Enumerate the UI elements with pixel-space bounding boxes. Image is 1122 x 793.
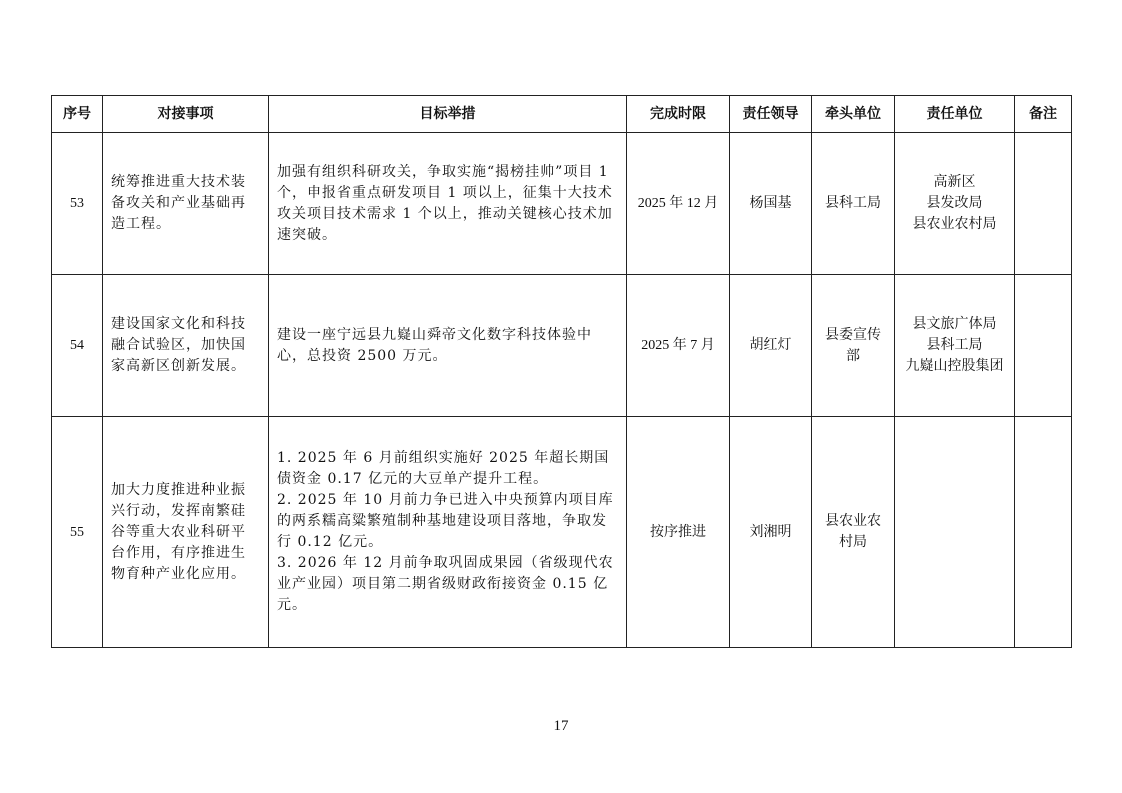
header-cell-leader: 责任领导 [730,96,812,133]
row-number: 54 [52,275,103,417]
resp-unit: 县文旅广体局 [912,316,997,332]
task-item: 加大力度推进种业振兴行动，发挥南繁硅谷等重大农业科研平台作用，有序推进生物育种产业化应用。 [103,417,269,648]
lead-unit: 县科工局 [812,133,895,275]
task-item: 建设国家文化和科技融合试验区，加快国家高新区创新发展。 [103,275,269,417]
resp-units [895,275,1015,417]
header-cell-measures: 目标举措 [269,96,627,133]
table-row [52,133,1072,275]
resp-unit: 高新区 [933,174,976,190]
leader: 杨国基 [730,133,812,275]
remarks [1015,275,1072,417]
deadline: 按序推进 [627,417,730,648]
resp-unit: 县农业农村局 [912,216,997,232]
row-number: 53 [52,133,103,275]
deadline: 2025 年 7 月 [627,275,730,417]
page-number: 17 [553,718,569,734]
header-cell-deadline: 完成时限 [627,96,730,133]
resp-units [895,133,1015,275]
remarks [1015,417,1072,648]
task-measures [269,133,627,275]
resp-unit: 县发改局 [926,195,983,211]
resp-units [895,417,1015,648]
task-table [51,95,1072,648]
header-cell-item: 对接事项 [103,96,269,133]
task-measures [269,417,627,648]
header-cell-remarks: 备注 [1015,96,1072,133]
remarks [1015,133,1072,275]
header-cell-lead-unit: 牵头单位 [812,96,895,133]
table-row [52,417,1072,648]
header-cell-resp-units: 责任单位 [895,96,1015,133]
lead-unit: 县农业农村局 [812,417,895,648]
resp-unit: 九嶷山控股集团 [905,358,1004,374]
lead-unit: 县委宣传部 [812,275,895,417]
measure-line: 1. 2025 年 6 月前组织实施好 2025 年超长期国债资金 0.17 亿元的大豆单产提升工程。 [277,450,610,487]
measure-line: 2. 2025 年 10 月前力争已进入中央预算内项目库的两系糯高粱繁殖制种基地建设项目落地，争取发行 0.12 亿元。 [277,492,614,550]
leader: 胡红灯 [730,275,812,417]
header-row [52,96,1072,133]
resp-unit: 县科工局 [926,337,983,353]
table-row [52,275,1072,417]
measure-line: 加强有组织科研攻关，争取实施“揭榜挂帅”项目 1 个，申报省重点研发项目 1 项以上，征集十大技术攻关项目技术需求 1 个以上，推动关键核心技术加速突破。 [277,163,613,243]
task-measures [269,275,627,417]
leader: 刘湘明 [730,417,812,648]
deadline: 2025 年 12 月 [627,133,730,275]
measure-line: 3. 2026 年 12 月前争取巩固成果园（省级现代农业产业园）项目第二期省级财政衔接资金 0.15 亿元。 [277,555,614,613]
header-cell-no: 序号 [52,96,103,133]
row-number: 55 [52,417,103,648]
task-item: 统筹推进重大技术装备攻关和产业基础再造工程。 [103,133,269,275]
measure-line: 建设一座宁远县九嶷山舜帝文化数字科技体验中心，总投资 2500 万元。 [277,326,592,364]
